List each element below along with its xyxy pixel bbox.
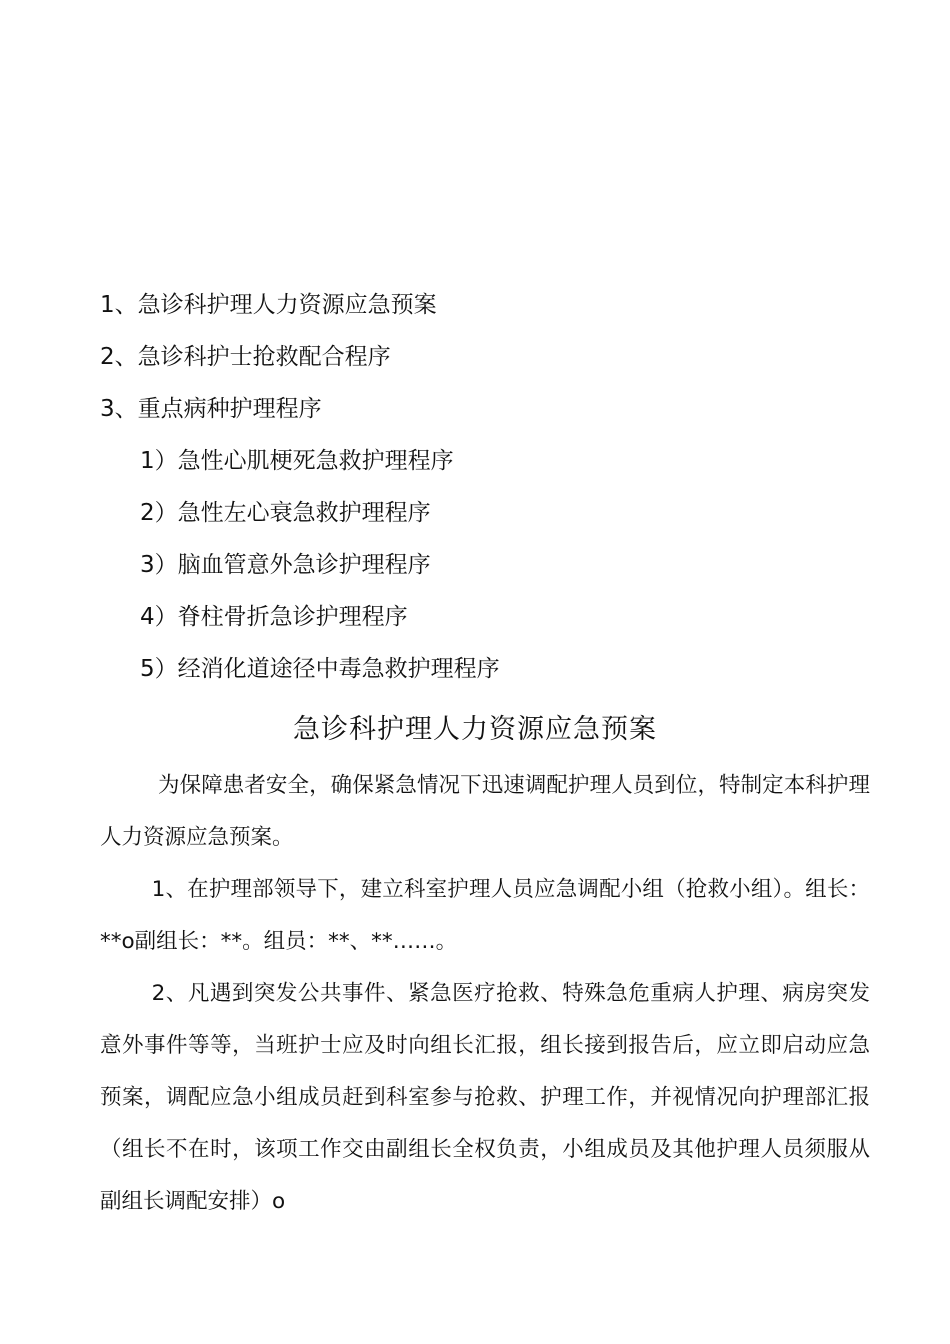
toc-item-1: 1、急诊科护理人力资源应急预案 xyxy=(100,292,437,318)
table-of-contents xyxy=(100,292,880,708)
paragraph-intro: 为保障患者安全，确保紧急情况下迅速调配护理人员到位，特制定本科护理人力资源应急预案。 xyxy=(100,773,870,850)
toc-subitem-3: 3）脑血管意外急诊护理程序 xyxy=(140,552,431,578)
document-body xyxy=(100,760,870,1228)
toc-subitem-1: 1）急性心肌梗死急救护理程序 xyxy=(140,448,454,474)
toc-subitem-4: 4）脊柱骨折急诊护理程序 xyxy=(140,604,408,630)
paragraph-item-1: 1、在护理部领导下，建立科室护理人员应急调配小组（抢救小组）。组长：**o副组长：**。组员：**、**……。 xyxy=(100,877,870,954)
toc-subitem-2: 2）急性左心衰急救护理程序 xyxy=(140,500,431,526)
toc-subitem-5: 5）经消化道途径中毒急救护理程序 xyxy=(140,656,500,682)
toc-item-3: 3、重点病种护理程序 xyxy=(100,396,322,422)
toc-item-2: 2、急诊科护士抢救配合程序 xyxy=(100,344,391,370)
paragraph-item-2: 2、凡遇到突发公共事件、紧急医疗抢救、特殊急危重病人护理、病房突发意外事件等等，当班护士应及时向组长汇报，组长接到报告后，应立即启动应急预案，调配应急小组成员赶到科室参与抢救、护理工作，并视情况向护理部汇报（组长不在时，该项工作交由副组长全权负责，小组成员及其他护理人员须服从副组长调配安排）o xyxy=(100,981,870,1214)
document-title: 急诊科护理人力资源应急预案 xyxy=(293,714,657,745)
